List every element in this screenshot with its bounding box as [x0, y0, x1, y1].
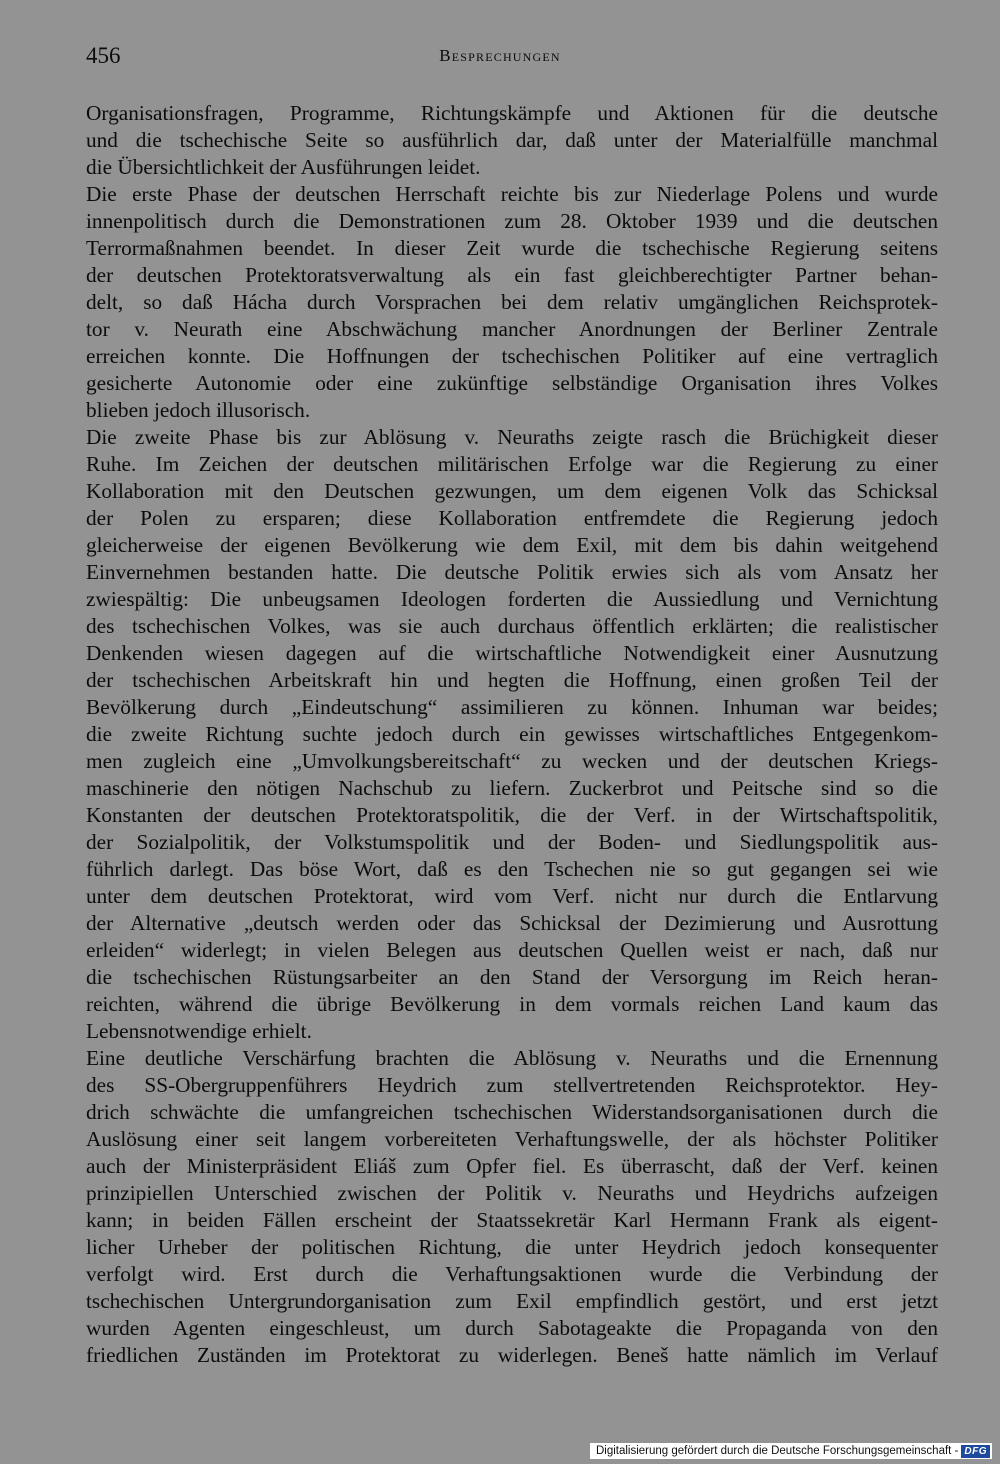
text-line: Kollaboration mit den Deutschen gezwungen, um dem eigenen Volk das Schicksal — [86, 479, 938, 503]
text-line: erleiden“ widerlegt; in vielen Belegen aus deutschen Quellen weist er nach, daß nur — [86, 938, 938, 962]
text-line: Denkenden wiesen dagegen auf die wirtschaftliche Notwendigkeit einer Ausnutzung — [86, 641, 938, 665]
text-line: der Polen zu ersparen; diese Kollaboration entfremdete die Regierung jedoch — [86, 506, 938, 530]
text-line: die tschechischen Rüstungsarbeiter an den Stand der Versorgung im Reich heran- — [86, 965, 938, 989]
text-line: erreichen konnte. Die Hoffnungen der tschechischen Politiker auf eine vertraglich — [86, 344, 938, 368]
text-line: maschinerie den nötigen Nachschub zu liefern. Zuckerbrot und Peitsche sind so die — [86, 776, 938, 800]
text-line: wurden Agenten eingeschleust, um durch Sabotageakte die Propaganda von den — [86, 1316, 938, 1340]
text-line: licher Urheber der politischen Richtung, die unter Heydrich jedoch konsequenter — [86, 1235, 938, 1259]
footer-bar — [590, 1443, 992, 1459]
text-line: Lebensnotwendige erhielt. — [86, 1019, 312, 1043]
page-number: 456 — [86, 43, 121, 68]
text-line: des tschechischen Volkes, was sie auch durchaus öffentlich erklärten; die realistischer — [86, 614, 938, 638]
text-line: Auslösung einer seit langem vorbereiteten Verhaftungswelle, der als höchster Politiker — [86, 1127, 938, 1151]
text-line: führlich darlegt. Das böse Wort, daß es den Tschechen nie so gut gegangen sei wie — [86, 857, 938, 881]
text-line: gleicherweise der eigenen Bevölkerung wie dem Exil, mit dem bis dahin weitgehend — [86, 533, 938, 557]
text-line: blieben jedoch illusorisch. — [86, 398, 311, 422]
text-line: gesicherte Autonomie oder eine zukünftige selbständige Organisation ihres Volkes — [86, 371, 938, 395]
text-line: delt, so daß Hácha durch Vorsprachen bei dem relativ umgänglichen Reichsprotek- — [86, 290, 938, 314]
text-line: die Übersichtlichkeit der Ausführungen leidet. — [86, 155, 481, 179]
text-line: Ruhe. Im Zeichen der deutschen militärischen Erfolge war die Regierung zu einer — [86, 452, 938, 476]
text-line: Konstanten der deutschen Protektoratspolitik, die der Verf. in der Wirtschaftspolitik, — [86, 803, 938, 827]
text-line: unter dem deutschen Protektorat, wird vom Verf. nicht nur durch die Entlarvung — [86, 884, 938, 908]
text-line: auch der Ministerpräsident Eliáš zum Opfer fiel. Es überrascht, daß der Verf. keinen — [86, 1154, 938, 1178]
text-line: Bevölkerung durch „Eindeutschung“ assimilieren zu können. Inhuman war beides; — [86, 695, 938, 719]
text-line: prinzipiellen Unterschied zwischen der Politik v. Neuraths und Heydrichs aufzeigen — [86, 1181, 938, 1205]
text-line: friedlichen Zuständen im Protektorat zu widerlegen. Beneš hatte nämlich im Verlauf — [86, 1343, 938, 1367]
text-line: tor v. Neurath eine Abschwächung mancher Anordnungen der Berliner Zentrale — [86, 317, 938, 341]
text-line: kann; in beiden Fällen erscheint der Staatssekretär Karl Hermann Frank als eigent- — [86, 1208, 938, 1232]
text-line: der tschechischen Arbeitskraft hin und hegten die Hoffnung, einen großen Teil der — [86, 668, 938, 692]
text-line: innenpolitisch durch die Demonstrationen zum 28. Oktober 1939 und die deutschen — [86, 209, 938, 233]
running-head: Besprechungen — [439, 46, 561, 65]
text-line: Einvernehmen bestanden hatte. Die deutsche Politik erwies sich als vom Ansatz her — [86, 560, 938, 584]
text-line: Terrormaßnahmen beendet. In dieser Zeit wurde die tschechische Regierung seitens — [86, 236, 938, 260]
text-line: Die erste Phase der deutschen Herrschaft reichte bis zur Niederlage Polens und wurde — [86, 182, 938, 206]
text-line: reichten, während die übrige Bevölkerung in dem vormals reichen Land kaum das — [86, 992, 938, 1016]
text-line: der deutschen Protektoratsverwaltung als ein fast gleichberechtigter Partner behan- — [86, 263, 938, 287]
text-line: men zugleich eine „Umvolkungsbereitschaft“ zu wecken und der deutschen Kriegs- — [86, 749, 938, 773]
text-line: und die tschechische Seite so ausführlich dar, daß unter der Materialfülle manchmal — [86, 128, 938, 152]
dfg-logo: DFG — [961, 1445, 990, 1458]
text-line: Eine deutliche Verschärfung brachten die Ablösung v. Neuraths und die Ernennung — [86, 1046, 938, 1070]
text-line: Die zweite Phase bis zur Ablösung v. Neuraths zeigte rasch die Brüchigkeit dieser — [86, 425, 938, 449]
text-line: des SS-Obergruppenführers Heydrich zum stellvertretenden Reichsprotektor. Hey- — [86, 1073, 938, 1097]
text-line: tschechischen Untergrundorganisation zum Exil empfindlich gestört, und erst jetzt — [86, 1289, 938, 1313]
text-line: die zweite Richtung suchte jedoch durch ein gewisses wirtschaftliches Entgegenkom- — [86, 722, 938, 746]
text-line: der Sozialpolitik, der Volkstumspolitik und der Boden- und Siedlungspolitik aus- — [86, 830, 938, 854]
body-text — [86, 100, 938, 1369]
digitization-credit: Digitalisierung gefördert durch die Deutsche Forschungsgemeinschaft - — [595, 1445, 959, 1457]
text-line: zwiespältig: Die unbeugsamen Ideologen forderten die Aussiedlung und Vernichtung — [86, 587, 938, 611]
text-line: der Alternative „deutsch werden oder das Schicksal der Dezimierung und Ausrottung — [86, 911, 938, 935]
text-line: verfolgt wird. Erst durch die Verhaftungsaktionen wurde die Verbindung der — [86, 1262, 938, 1286]
text-line: Organisationsfragen, Programme, Richtungskämpfe und Aktionen für die deutsche — [86, 101, 938, 125]
text-line: drich schwächte die umfangreichen tschechischen Widerstandsorganisationen durch die — [86, 1100, 938, 1124]
